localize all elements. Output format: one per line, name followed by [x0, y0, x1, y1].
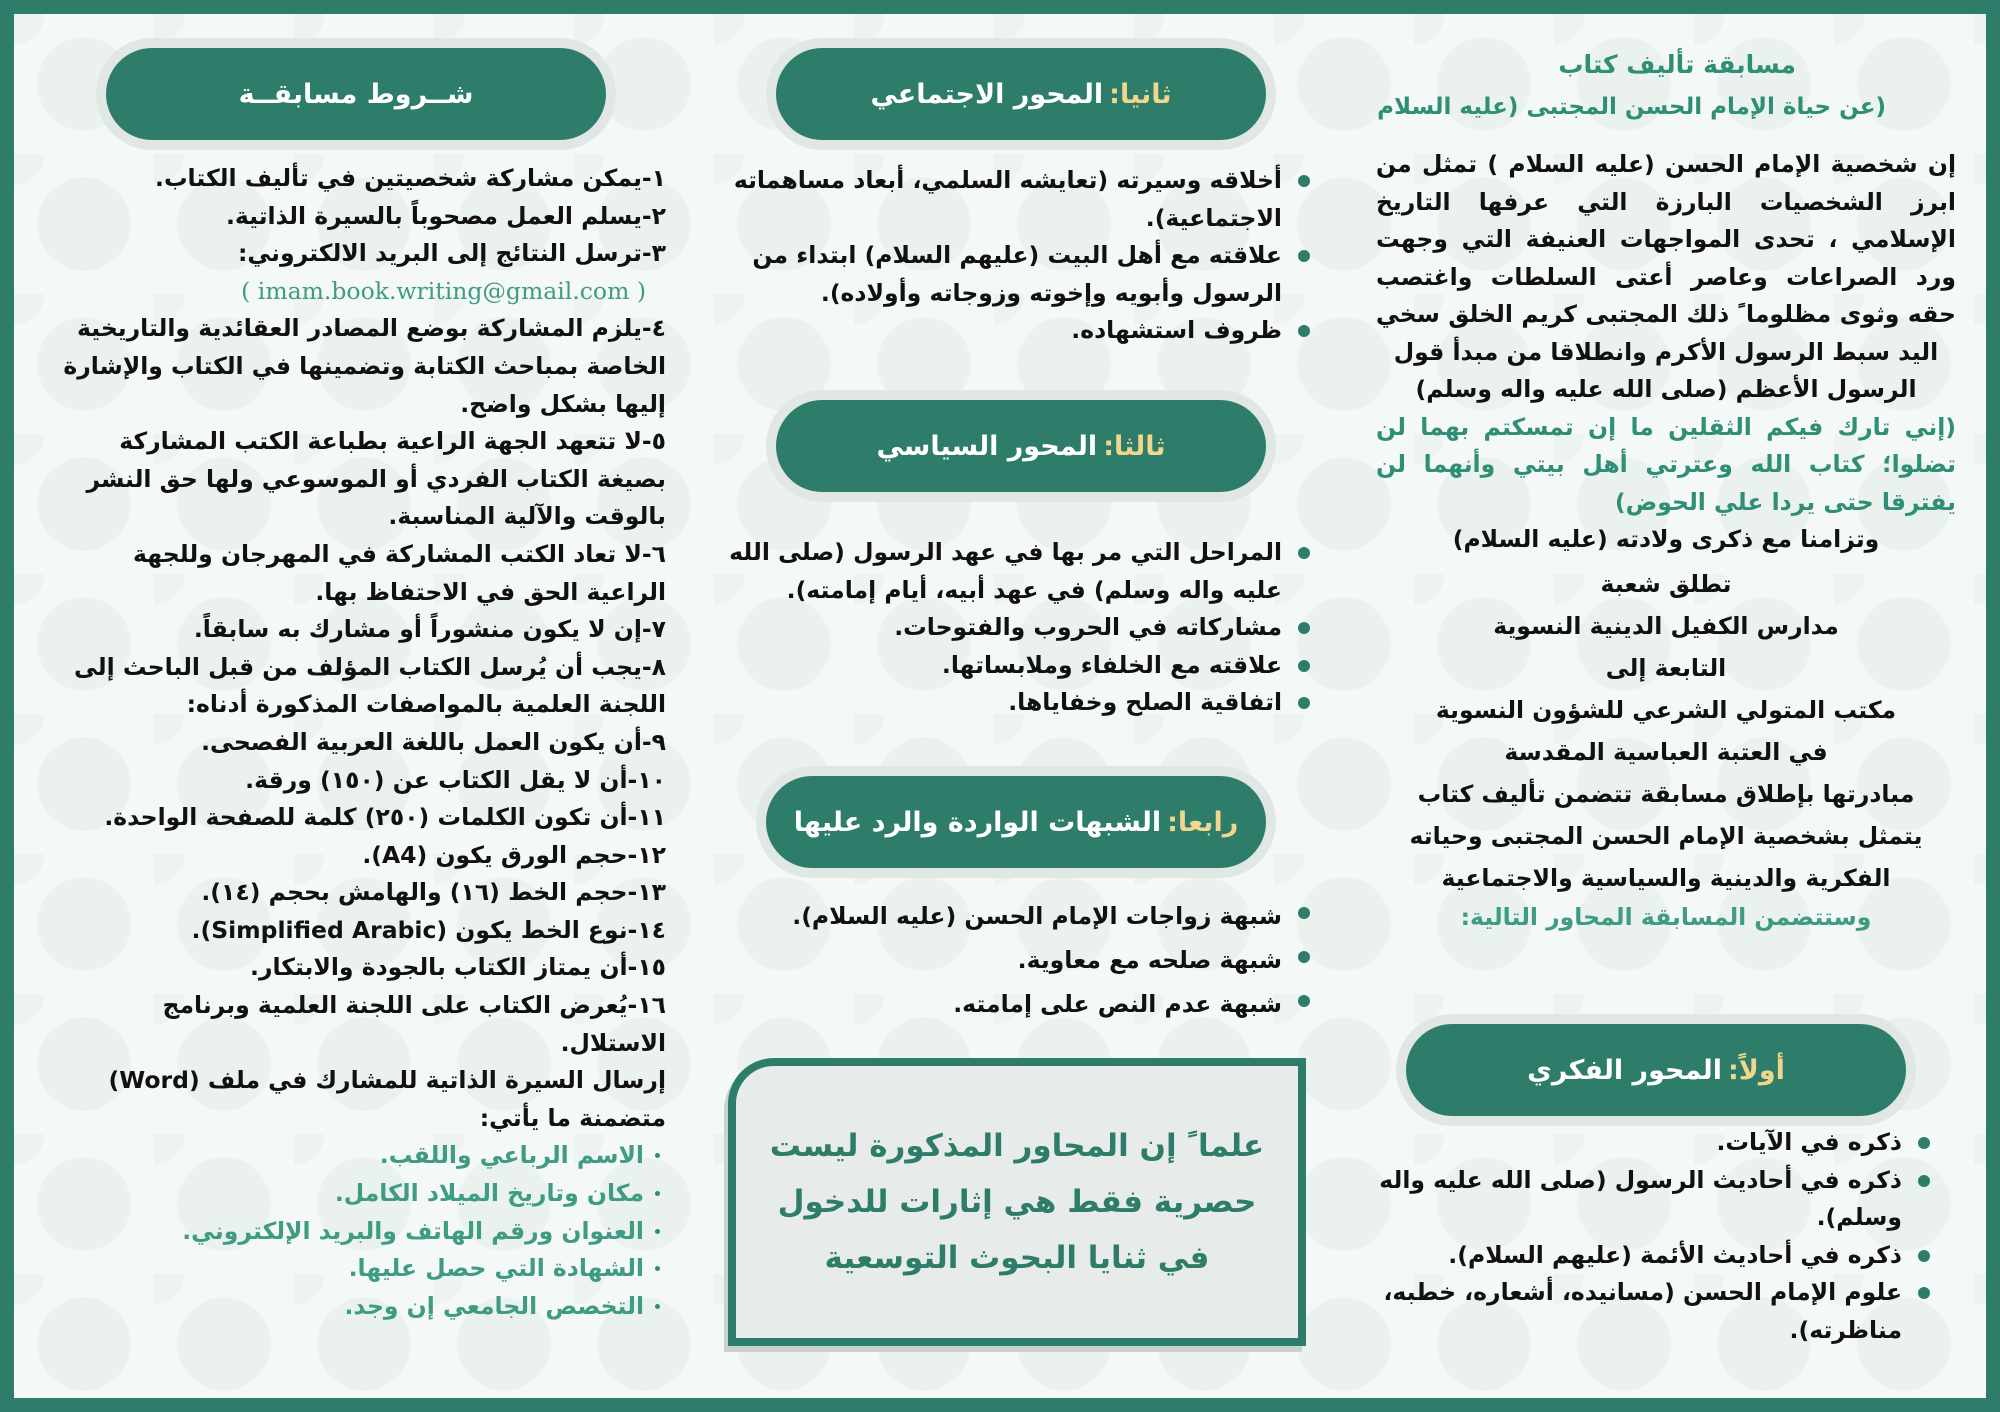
note-text: علما ً إن المحاور المذكورة ليست حصرية فقط هي إثارات للدخول في ثنايا البحوث التوسعية [769, 1128, 1265, 1276]
announcement-lines [1376, 563, 1956, 899]
cv-requirements [50, 1137, 666, 1325]
intro-paragraph: إن شخصية الإمام الحسن (عليه السلام ) تمثل من ابرز الشخصيات البارزة التي عرفها التاريخ الإسلامي ، تحدى المواجهات العنيفة التي وجهت ورد الصراعات وعاصر أعتى السلطات واغتصب حقه وثوى مظلوما ً ذلك المجتبى كريم الخلق سخي اليد سبط الرسول الأكرم وانطلاقا من مبدأ قول [1376, 150, 1956, 366]
axis2-header [776, 48, 1266, 140]
axis2-number: ثانيا: [1109, 78, 1172, 110]
condition-item: ١-يمكن مشاركة شخصيتين في تأليف الكتاب. [155, 164, 666, 192]
condition-item: ١٦-يُعرض الكتاب على اللجنة العلمية وبرنامج الاستلال. [162, 991, 666, 1057]
conditions-column [14, 14, 664, 1398]
announcement-line: التابعة إلى [1605, 653, 1727, 682]
condition-item: ١٣-حجم الخط (١٦) والهامش بحجم (١٤). [201, 878, 666, 907]
axis2-name: المحور الاجتماعي [870, 78, 1104, 110]
conditions-title: شــروط مسابقــة [238, 78, 474, 110]
list-item: المراحل التي مر بها في عهد الرسول (صلى الله عليه واله وسلم) في عهد أبيه، أيام إمامته). [716, 534, 1316, 609]
announcement-line: مبادرتها بإطلاق مسابقة تتضمن تأليف كتاب [1417, 779, 1915, 808]
condition-item: ١٠-أن لا يقل الكتاب عن (١٥٠) ورقة. [245, 765, 666, 794]
announcement-line: مكتب المتولي الشرعي للشؤون النسوية [1435, 695, 1897, 724]
announcement-line: تطلق شعبة [1600, 569, 1732, 598]
list-item: علوم الإمام الحسن (مسانيده، أشعاره، خطبه، مناظرته). [1376, 1274, 1936, 1349]
axis2-list [716, 162, 1316, 350]
list-item: ذكره في الآيات. [1376, 1124, 1936, 1162]
list-item: ظروف استشهاده. [716, 312, 1316, 350]
list-item: علاقته مع أهل البيت (عليهم السلام) ابتداء من الرسول وأبويه وإخوته وزوجاته وأولاده). [716, 237, 1316, 312]
announcement-line: يتمثل بشخصية الإمام الحسن المجتبى وحياته [1409, 821, 1923, 850]
axis1-list [1376, 1124, 1936, 1349]
condition-item: ٤-يلزم المشاركة بوضع المصادر العقائدية والتاريخية الخاصة بمباحث الكتابة وتضمينها في الكتاب والإشارة إليها بشكل واضح. [63, 314, 666, 418]
note-box [728, 1058, 1306, 1346]
condition-item: ٧-إن لا يكون منشوراً أو مشارك به سابقاً. [193, 615, 666, 644]
axis3-header [776, 400, 1266, 492]
list-item: ذكره في أحاديث الأئمة (عليهم السلام). [1376, 1237, 1936, 1275]
competition-title: مسابقة تأليف كتاب [1558, 50, 1796, 79]
list-item: ذكره في أحاديث الرسول (صلى الله عليه واله وسلم). [1376, 1162, 1936, 1237]
axis1-number: أولاً: [1727, 1054, 1785, 1086]
condition-item: ٥-لا تتعهد الجهة الراعية بطباعة الكتب المشاركة بصيغة الكتاب الفردي أو الموسوعي ولها حق النشر بالوقت والآلية المناسبة. [86, 427, 666, 531]
list-item: شبهة صلحه مع معاوية. [716, 938, 1316, 982]
axis4-name: الشبهات الواردة والرد عليها [793, 806, 1162, 838]
list-item: شبهة زواجات الإمام الحسن (عليه السلام). [716, 894, 1316, 938]
announcement-line: الفكرية والدينية والسياسية والاجتماعية [1441, 863, 1891, 892]
list-item: شبهة عدم النص على إمامته. [716, 982, 1316, 1026]
axis4-number: رابعا: [1167, 806, 1239, 838]
cv-item: الاسم الرباعي واللقب. [50, 1137, 666, 1175]
condition-item: ٨-يجب أن يُرسل الكتاب المؤلف من قبل الباحث إلى اللجنة العلمية بالمواصفات المذكورة أدناه: [74, 652, 666, 719]
condition-item: ٣-ترسل النتائج إلى البريد الالكتروني: [237, 239, 666, 268]
conditions-header [106, 48, 606, 140]
list-item: علاقته مع الخلفاء وملابساتها. [716, 647, 1316, 685]
condition-item: ٢-يسلم العمل مصحوباً بالسيرة الذاتية. [225, 201, 666, 230]
intro-column [1346, 14, 1986, 1398]
axis1-name: المحور الفكري [1527, 1054, 1722, 1086]
competition-subtitle: (عن حياة الإمام الحسن المجتبى (عليه السلام [1377, 94, 1886, 120]
condition-item: ١١-أن تكون الكلمات (٢٥٠) كلمة للصفحة الواحدة. [104, 803, 666, 832]
cv-item: الشهادة التي حصل عليها. [50, 1250, 666, 1288]
cv-item: التخصص الجامعي إن وجد. [50, 1288, 666, 1326]
conditions-list [50, 160, 666, 1325]
intro-block [1376, 146, 1956, 936]
axis4-header [766, 776, 1266, 868]
condition-item: ١٥-أن يمتاز الكتاب بالجودة والابتكار. [250, 953, 666, 982]
condition-item: ٩-أن يكون العمل باللغة العربية الفصحى. [201, 727, 666, 756]
axis1-header [1406, 1024, 1906, 1116]
cv-item: العنوان ورقم الهاتف والبريد الإلكتروني. [50, 1213, 666, 1251]
axes-intro: وستتضمن المسابقة المحاور التالية: [1460, 902, 1872, 931]
hadith-quote: (إني تارك فيكم الثقلين ما إن تمسكتم بهما لن تضلوا؛ كتاب الله وعترتي أهل بيتي وأنهما لن يفترقا حتى يردا علي الحوض) [1376, 412, 1956, 516]
condition-item: ١٢-حجم الورق يكون (A4). [362, 840, 666, 869]
announcement-line: في العتبة العباسية المقدسة [1504, 737, 1828, 766]
announcement-line: مدارس الكفيل الدينية النسوية [1493, 611, 1839, 640]
list-item: أخلاقه وسيرته (تعايشه السلمي، أبعاد مساهماته الاجتماعية). [716, 162, 1316, 237]
list-item: اتفاقية الصلح وخفاياها. [716, 684, 1316, 722]
list-item: مشاركاته في الحروب والفتوحات. [716, 609, 1316, 647]
condition-item: ١٤-نوع الخط يكون (Simplified Arabic). [191, 915, 666, 944]
cv-instruction: إرسال السيرة الذاتية للمشارك في ملف (Word) متضمنة ما يأتي: [108, 1066, 666, 1132]
axis4-list [716, 894, 1316, 1026]
prophet-line: الرسول الأعظم (صلى الله عليه واله وسلم) [1415, 375, 1917, 403]
axis3-name: المحور السياسي [876, 430, 1098, 462]
condition-item: ٦-لا تعاد الكتب المشاركة في المهرجان وللجهة الراعية الحق في الاحتفاظ بها. [133, 539, 666, 606]
axis3-list [716, 534, 1316, 722]
brochure [14, 14, 1986, 1398]
email-address: ( imam.book.writing@gmail.com ) [241, 276, 646, 305]
cv-item: مكان وتاريخ الميلاد الكامل. [50, 1175, 666, 1213]
axis3-number: ثالثا: [1103, 430, 1166, 462]
coincide-line: وتزامنا مع ذكرى ولادته (عليه السلام) [1452, 525, 1880, 553]
